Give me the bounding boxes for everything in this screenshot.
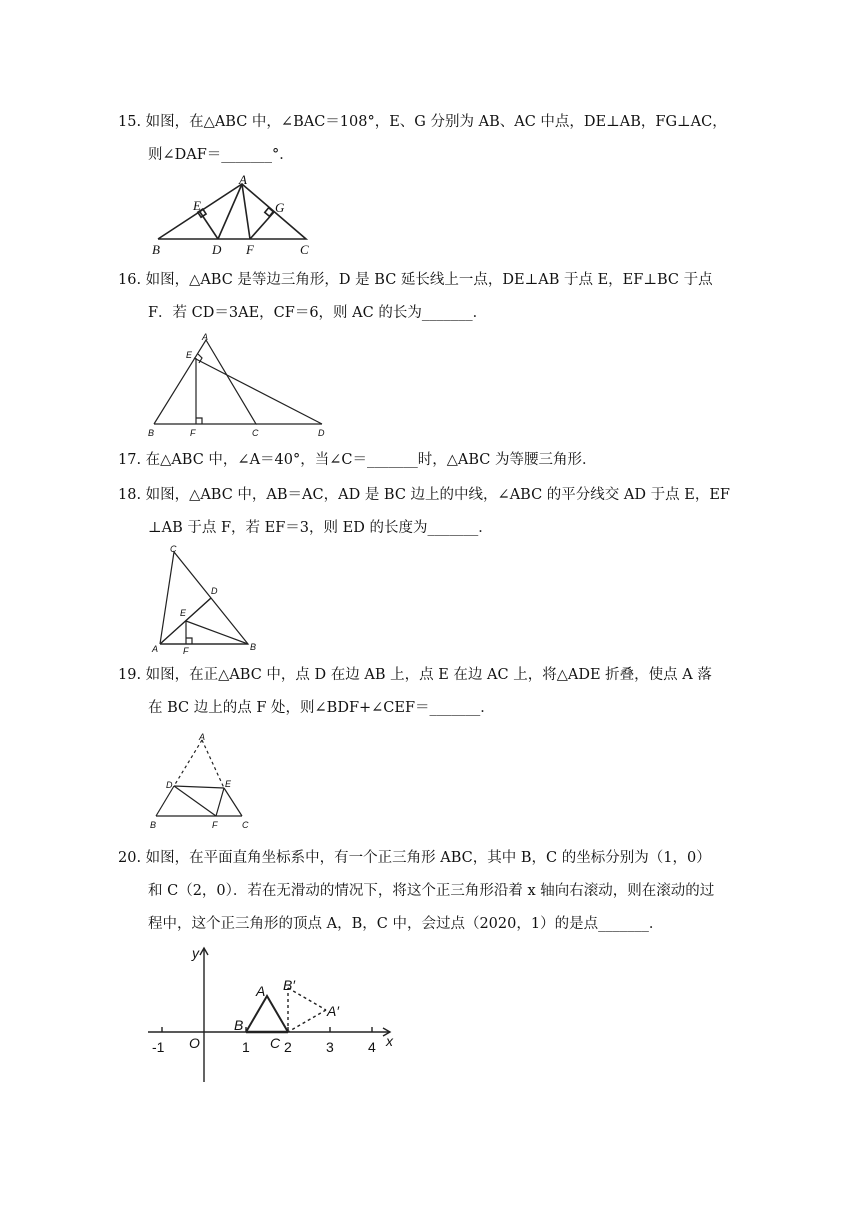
label-C: C — [270, 1035, 281, 1051]
tick-label: -1 — [152, 1039, 165, 1055]
question-text: 如图，在△ABC 中，∠BAC＝108°，E、G 分别为 AB、AC 中点，DE⊥AB，FG⊥AC， — [145, 114, 727, 130]
question-text: 如图，△ABC 中，AB＝AC，AD 是 BC 边上的中线，∠ABC 的平分线交 AD 于点 E，EF — [145, 487, 730, 503]
label-F: F — [190, 428, 196, 438]
label-C: C — [242, 820, 249, 830]
label-A: A — [199, 732, 206, 742]
question-text: 如图，在平面直角坐标系中，有一个正三角形 ABC，其中 B，C 的坐标分别为（1，0） — [145, 850, 711, 866]
label-A: A — [239, 172, 247, 187]
question-number: 19. — [118, 667, 142, 683]
label-D: D — [166, 780, 173, 790]
figure-20 — [140, 940, 400, 1088]
figure-18 — [146, 542, 266, 657]
question-number: 16. — [118, 272, 142, 288]
label-G: G — [275, 200, 285, 215]
label-E: E — [186, 350, 193, 360]
label-E: E — [225, 779, 232, 789]
question-16-line-2: F．若 CD＝3AE，CF＝6，则 AC 的长为_______． — [148, 305, 488, 321]
label-C: C — [170, 544, 177, 554]
question-text: 在△ABC 中，∠A＝40°，当∠C＝_______时，△ABC 为等腰三角形． — [145, 452, 597, 468]
question-20-line-3: 程中，这个正三角形的顶点 A，B，C 中，会过点（2020，1）的是点_______． — [148, 916, 664, 932]
question-19-line-1 — [118, 665, 712, 685]
question-17-line-1 — [118, 450, 597, 470]
question-number: 17. — [118, 452, 142, 468]
tick-label: 3 — [326, 1039, 334, 1055]
label-B: B — [150, 820, 157, 830]
label-D: D — [318, 428, 325, 438]
label-B: B — [234, 1017, 244, 1033]
axis-label-y: y — [192, 945, 199, 961]
label-E: E — [180, 608, 187, 618]
figure-19 — [146, 728, 261, 830]
question-18-line-2: ⊥AB 于点 F，若 EF＝3，则 ED 的长度为_______． — [148, 520, 493, 536]
question-18-line-1 — [118, 485, 730, 505]
question-20-line-1 — [118, 848, 711, 868]
figure-16 — [144, 332, 334, 442]
label-B: B — [152, 242, 160, 257]
label-A-prime: A′ — [327, 1003, 339, 1019]
label-C: C — [252, 428, 259, 438]
label-B-prime: B′ — [283, 977, 295, 993]
label-A: A — [256, 983, 266, 999]
question-19-line-2: 在 BC 边上的点 F 处，则∠BDF+∠CEF＝_______． — [148, 700, 495, 716]
label-B: B — [148, 428, 155, 438]
label-F: F — [212, 820, 218, 830]
label-C: C — [300, 242, 309, 257]
label-A: A — [152, 644, 159, 654]
tick-label: 2 — [284, 1039, 292, 1055]
axis-label-x: x — [386, 1033, 393, 1049]
label-A: A — [202, 332, 209, 342]
origin-label: O — [189, 1035, 200, 1051]
tick-label: 1 — [242, 1039, 250, 1055]
label-D: D — [212, 242, 222, 257]
label-F: F — [246, 242, 254, 257]
question-text: 如图，在正△ABC 中，点 D 在边 AB 上，点 E 在边 AC 上，将△ADE 折叠，使点 A 落 — [145, 667, 712, 683]
question-text: 如图，△ABC 是等边三角形，D 是 BC 延长线上一点，DE⊥AB 于点 E，EF⊥BC 于点 — [145, 272, 713, 288]
question-15-line-1 — [118, 112, 727, 132]
label-B: B — [250, 642, 257, 652]
question-number: 18. — [118, 487, 142, 503]
question-15-line-2: 则∠DAF＝_______°． — [148, 147, 294, 163]
label-F: F — [183, 646, 189, 656]
question-number: 15. — [118, 114, 142, 130]
label-E: E — [193, 198, 201, 213]
label-D: D — [211, 586, 218, 596]
question-number: 20. — [118, 850, 142, 866]
question-16-line-1 — [118, 270, 713, 290]
question-20-line-2: 和 C（2，0）．若在无滑动的情况下，将这个正三角形沿着 x 轴向右滚动，则在滚动的过 — [148, 883, 715, 899]
tick-label: 4 — [368, 1039, 376, 1055]
figure-15 — [148, 172, 318, 262]
